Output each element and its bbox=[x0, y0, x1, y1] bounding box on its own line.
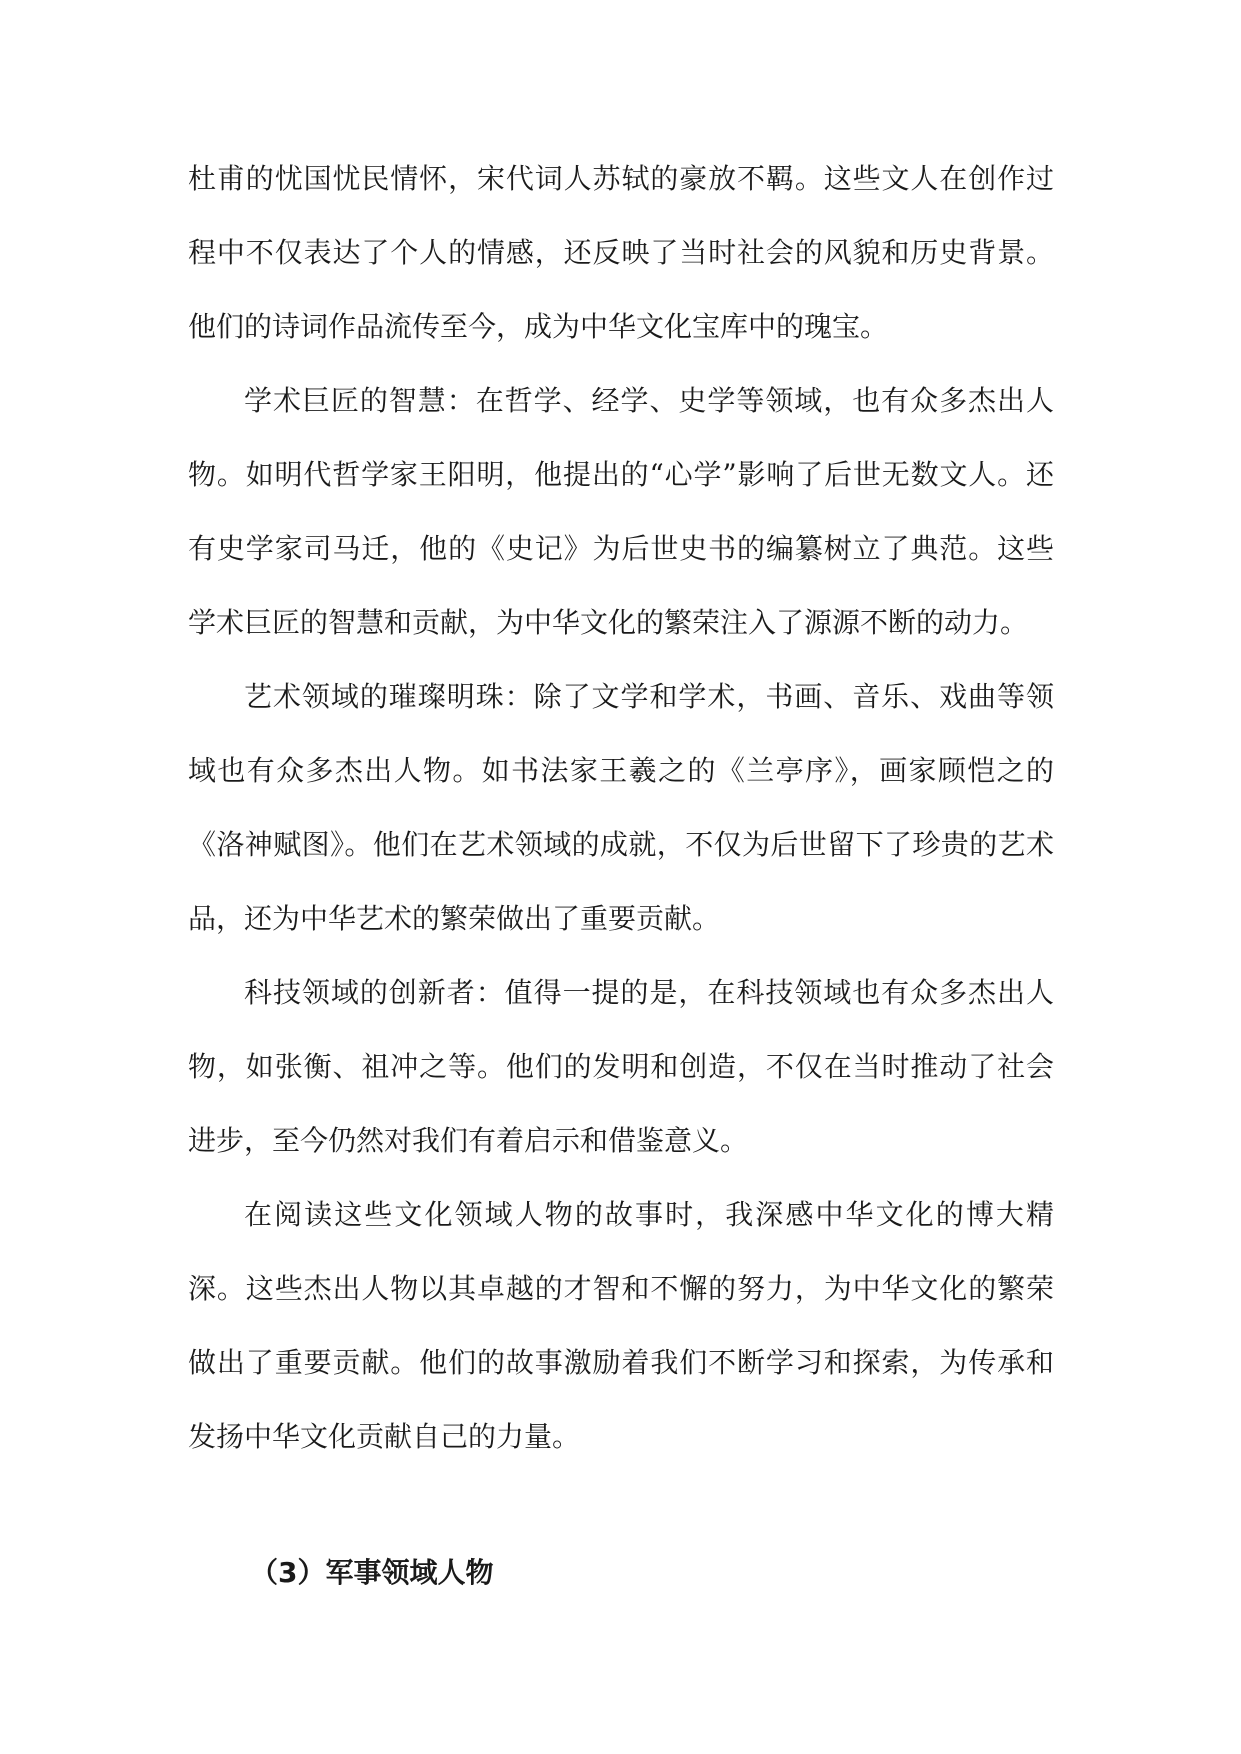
paragraph-tech-innovators: 科技领域的创新者：值得一提的是，在科技领域也有众多杰出人物，如张衡、祖冲之等。他们的发明和创造，不仅在当时推动了社会进步，至今仍然对我们有着启示和借鉴意义。 bbox=[188, 976, 1054, 1157]
paragraph-continuation: 杜甫的忧国忧民情怀，宋代词人苏轼的豪放不羁。这些文人在创作过程中不仅表达了个人的情感，还反映了当时社会的风貌和历史背景。他们的诗词作品流传至今，成为中华文化宝库中的瑰宝。 bbox=[188, 162, 1054, 343]
paragraph-reflection: 在阅读这些文化领域人物的故事时，我深感中华文化的博大精深。这些杰出人物以其卓越的才智和不懈的努力，为中华文化的繁荣做出了重要贡献。他们的故事激励着我们不断学习和探索，为传承和发扬中华文化贡献自己的力量。 bbox=[188, 1198, 1054, 1453]
body-text bbox=[188, 142, 1054, 1474]
section-heading: （3）军事领域人物 bbox=[250, 1556, 494, 1589]
paragraph-academic-masters: 学术巨匠的智慧：在哲学、经学、史学等领域，也有众多杰出人物。如明代哲学家王阳明，他提出的“心学”影响了后世无数文人。还有史学家司马迁，他的《史记》为后世史书的编纂树立了典范。这些学术巨匠的智慧和贡献，为中华文化的繁荣注入了源源不断的动力。 bbox=[188, 384, 1054, 639]
paragraph-art-field: 艺术领域的璀璨明珠：除了文学和学术，书画、音乐、戏曲等领域也有众多杰出人物。如书法家王羲之的《兰亭序》，画家顾恺之的《洛神赋图》。他们在艺术领域的成就，不仅为后世留下了珍贵的艺术品，还为中华艺术的繁荣做出了重要贡献。 bbox=[188, 680, 1054, 935]
